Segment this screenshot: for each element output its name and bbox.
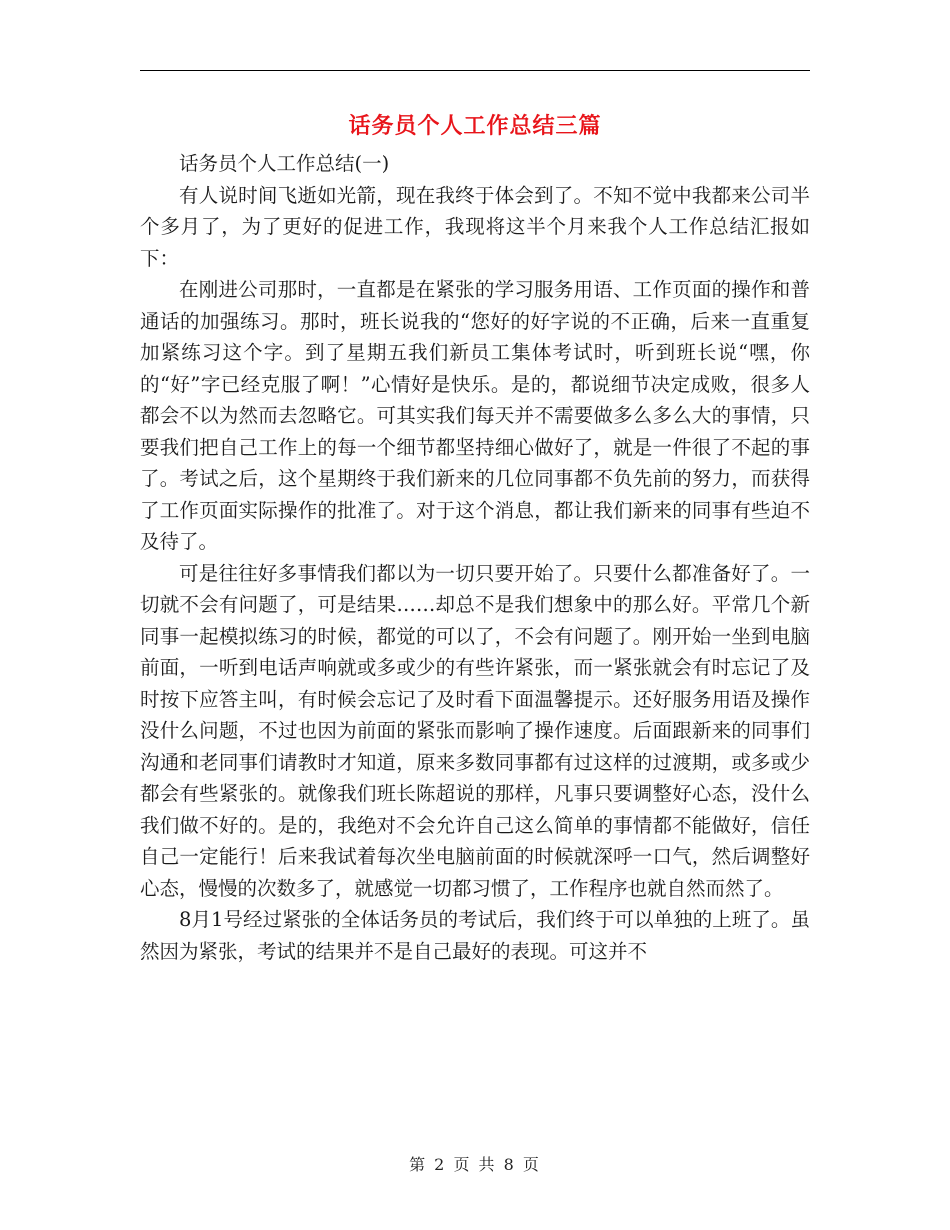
document-title: 话务员个人工作总结三篇 xyxy=(348,113,602,139)
page-number: 第 2 页 共 8 页 xyxy=(409,1155,541,1174)
header-rule xyxy=(140,70,810,71)
paragraph: 有人说时间飞逝如光箭，现在我终于体会到了。不知不觉中我都来公司半个多月了，为了更好的促进工作，我现将这半个月来我个人工作总结汇报如下： xyxy=(140,183,810,270)
section-heading: 话务员个人工作总结(一) xyxy=(179,152,390,175)
paragraph: 8月1号经过紧张的全体话务员的考试后，我们终于可以单独的上班了。虽然因为紧张，考试的结果并不是自己最好的表现。可这并不 xyxy=(140,908,810,963)
document-body xyxy=(140,148,810,967)
paragraph: 可是往往好多事情我们都以为一切只要开始了。只要什么都准备好了。一切就不会有问题了，可是结果……却总不是我们想象中的那么好。平常几个新同事一起模拟练习的时候，都觉的可以了，不会有问题了。刚开始一坐到电脑前面，一听到电话声响就或多或少的有些许紧张，而一紧张就会有时忘记了及时按下应答主叫，有时候会忘记了及时看下面温馨提示。还好服务用语及操作没什么问题，不过也因为前面的紧张而影响了操作速度。后面跟新来的同事们沟通和老同事们请教时才知道，原来多数同事都有过这样的过渡期，或多或少都会有些紧张的。就像我们班长陈超说的那样，凡事只要调整好心态，没什么我们做不好的。是的，我绝对不会允许自己这么简单的事情都不能做好，信任自己一定能行！后来我试着每次坐电脑前面的时候就深呼一口气，然后调整好心态，慢慢的次数多了，就感觉一切都习惯了，工作程序也就自然而然了。 xyxy=(140,561,810,900)
paragraph: 在刚进公司那时，一直都是在紧张的学习服务用语、工作页面的操作和普通话的加强练习。那时，班长说我的“您好的好字说的不正确，后来一直重复加紧练习这个字。到了星期五我们新员工集体考试时，听到班长说“嘿，你的“好”字已经克服了啊！”心情好是快乐。是的，都说细节决定成败，很多人都会不以为然而去忽略它。可其实我们每天并不需要做多么多么大的事情，只要我们把自己工作上的每一个细节都坚持细心做好了，就是一件很了不起的事了。考试之后，这个星期终于我们新来的几位同事都不负先前的努力，而获得了工作页面实际操作的批准了。对于这个消息，都让我们新来的同事有些迫不及待了。 xyxy=(140,278,810,553)
